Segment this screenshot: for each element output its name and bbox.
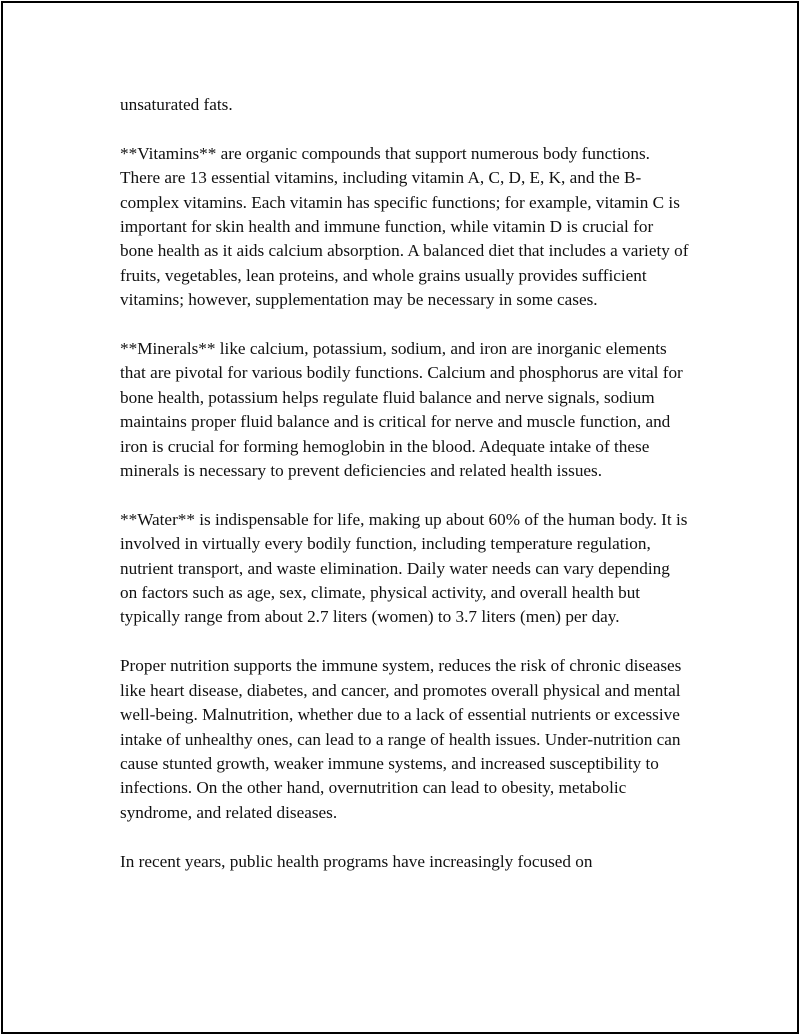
paragraph-fats-continuation: unsaturated fats. [120,95,233,114]
paragraph-proper-nutrition: Proper nutrition supports the immune system, reduces the risk of chronic diseases like heart disease, diabetes, and cancer, and promotes overall physical and mental well-being. Malnutrition, whether due to a lack of essential nutrients or excessive intake of unhealthy ones, can lead to a range of health issues. Under-nutrition can cause stunted growth, weaker immune systems, and increased susceptibility to infections. On the other hand, overnutrition can lead to obesity, metabolic syndrome, and related diseases. [120,656,682,822]
document-page [1,1,799,1034]
paragraph-minerals: **Minerals** like calcium, potassium, sodium, and iron are inorganic elements that are pivotal for various bodily functions. Calcium and phosphorus are vital for bone health, potassium helps regulate fluid balance and nerve signals, sodium maintains proper fluid balance and is critical for nerve and muscle function, and iron is crucial for forming hemoglobin in the blood. Adequate intake of these minerals is necessary to prevent deficiencies and related health issues. [120,339,683,481]
paragraph-public-health: In recent years, public health programs have increasingly focused on [120,851,593,871]
paragraph-water: **Water** is indispensable for life, making up about 60% of the human body. It is involved in virtually every bodily function, including temperature regulation, nutrient transport, and waste elimination. Daily water needs can vary depending on factors such as age, sex, climate, physical activity, and overall health but typically range from about 2.7 liters (women) to 3.7 liters (men) per day. [120,509,688,627]
paragraph-vitamins: **Vitamins** are organic compounds that support numerous body functions. There are 13 essential vitamins, including vitamin A, C, D, E, K, and the B-complex vitamins. Each vitamin has specific functions; for example, vitamin C is important for skin health and immune function, while vitamin D is crucial for bone health as it aids calcium absorption. A balanced diet that includes a variety of fruits, vegetables, lean proteins, and whole grains usually provides sufficient vitamins; however, supplementation may be necessary in some cases. [120,143,689,310]
document-body [120,93,690,898]
